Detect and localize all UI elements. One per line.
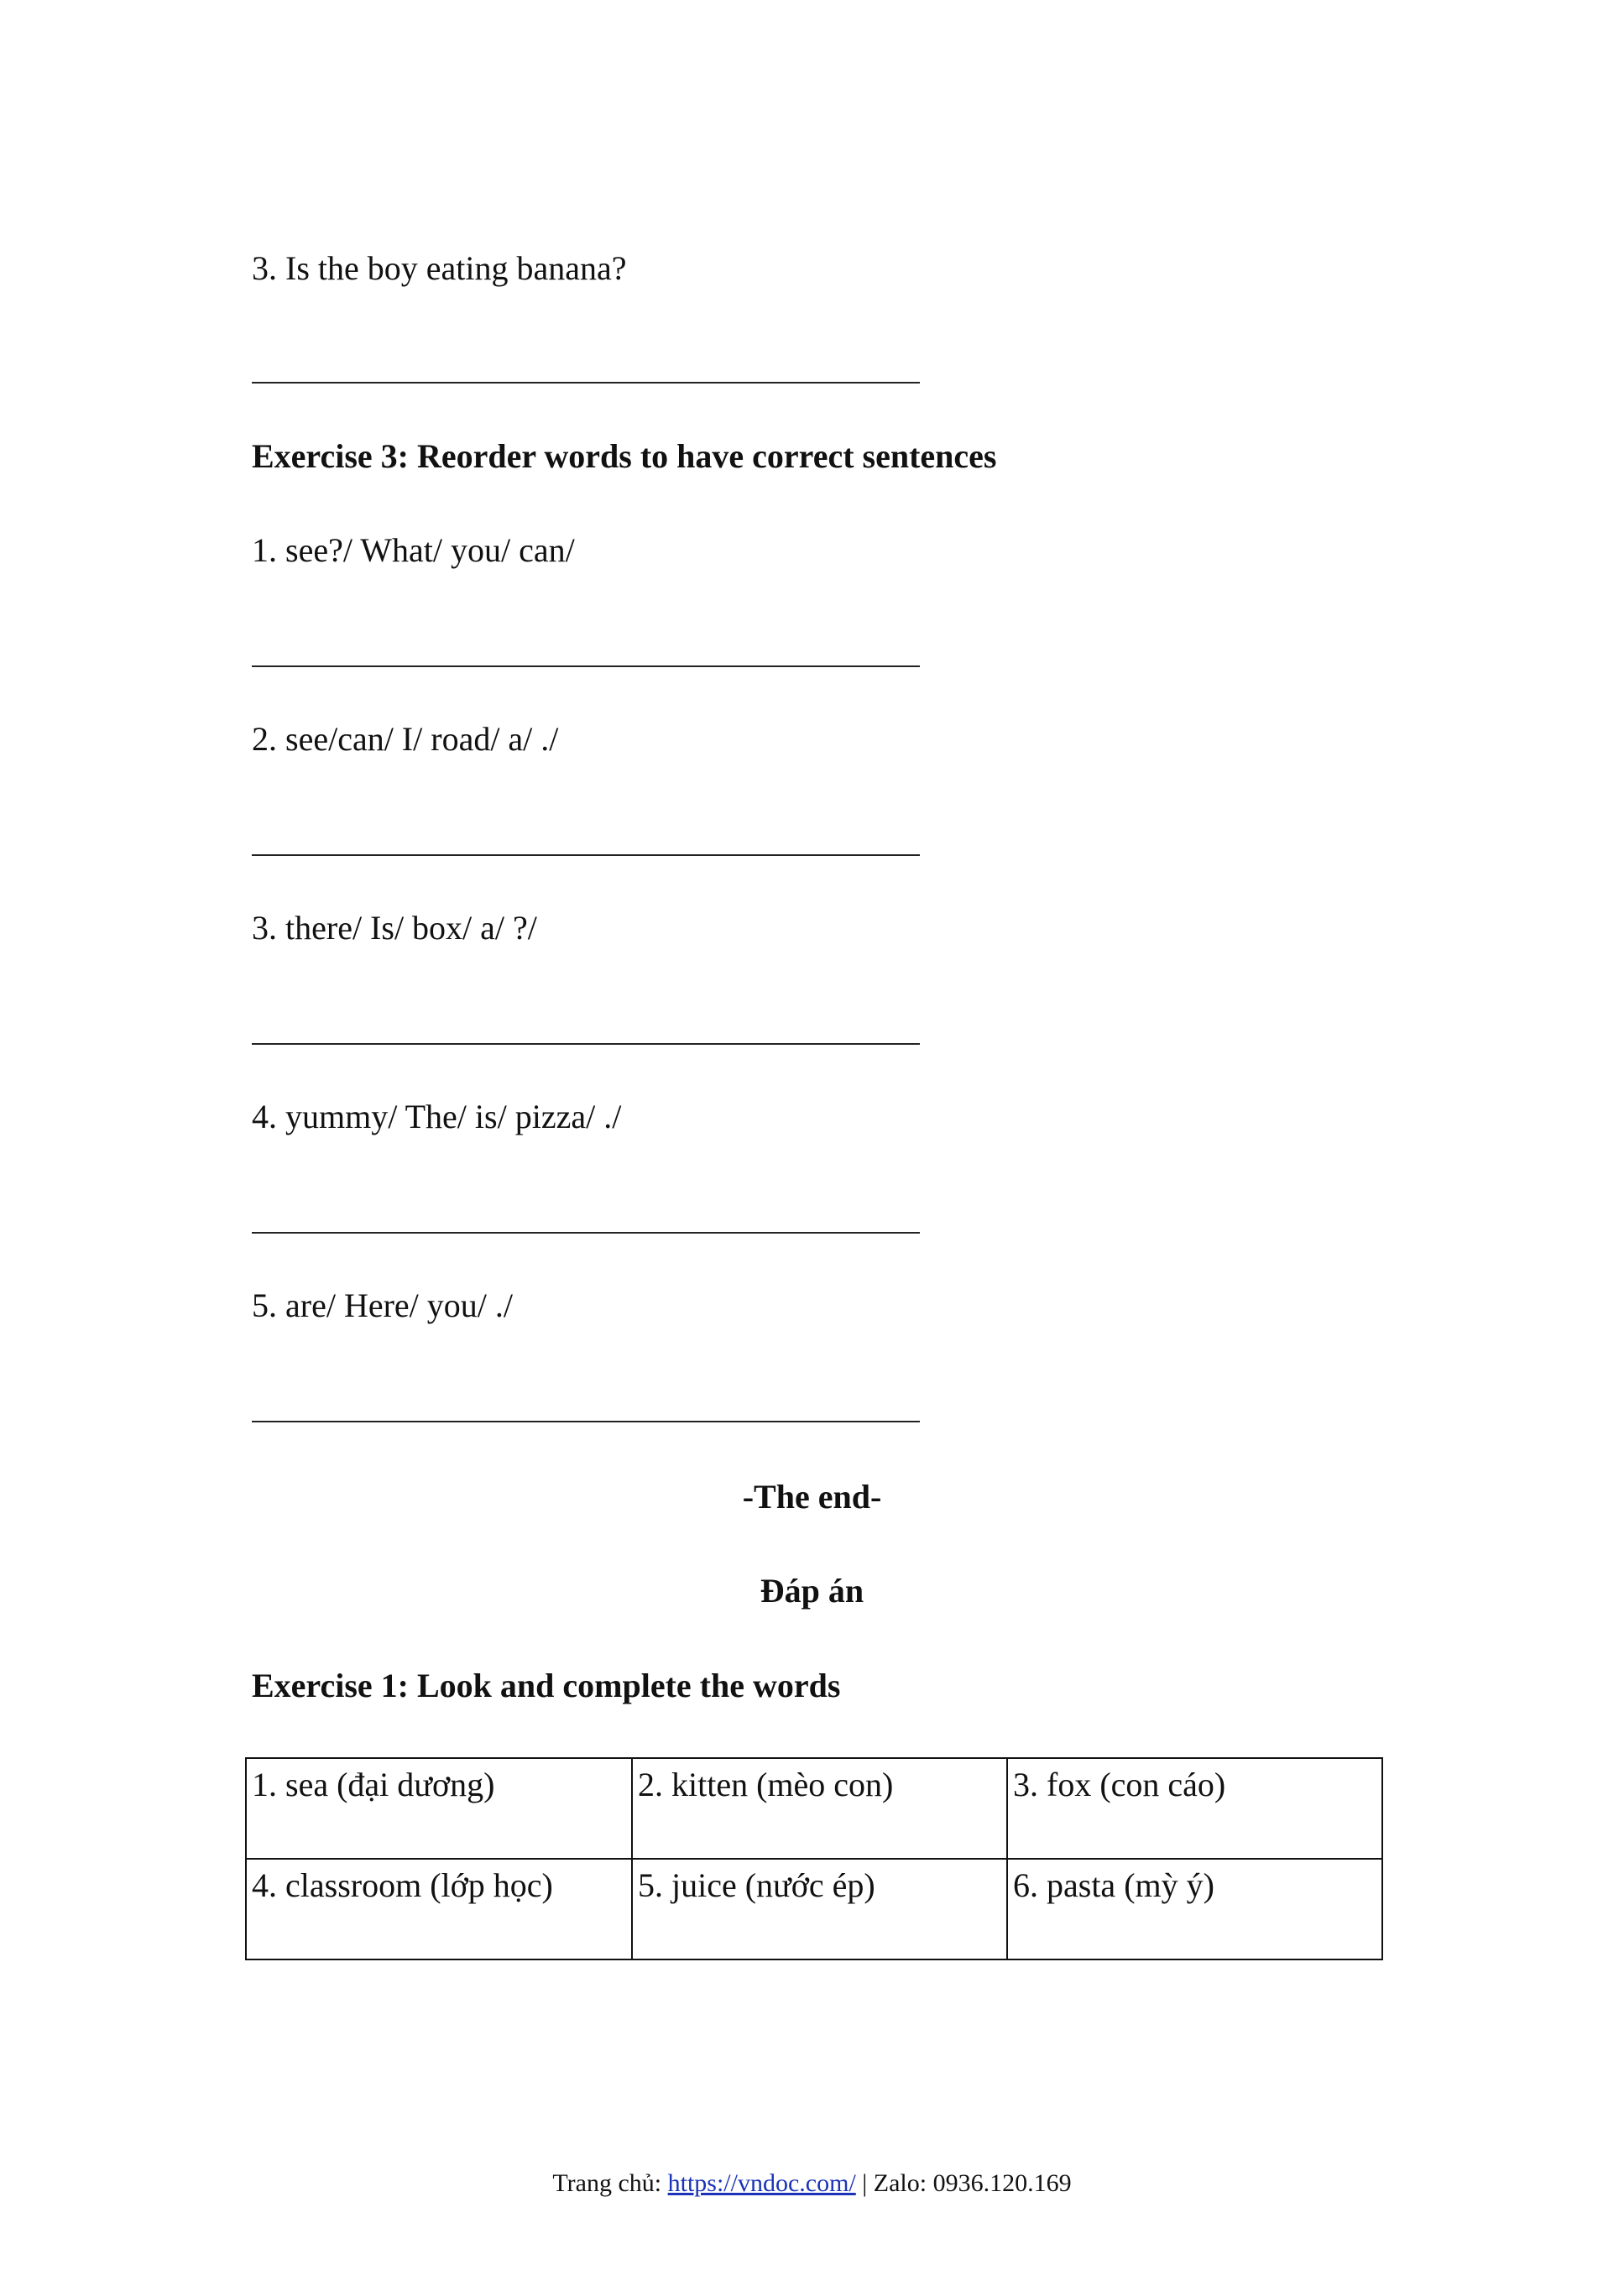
answer-line-ex3-4 — [252, 1232, 920, 1234]
table-row — [246, 1758, 1382, 1859]
exercise3-item-3: 3. there/ Is/ box/ a/ ?/ — [252, 909, 537, 947]
table-cell: 1. sea (đại dương) — [246, 1758, 632, 1859]
exercise2-question-3: 3. Is the boy eating banana? — [252, 249, 627, 287]
page-footer — [0, 2167, 1624, 2200]
table-cell: 2. kitten (mèo con) — [632, 1758, 1007, 1859]
table-cell: 4. classroom (lớp học) — [246, 1859, 632, 1959]
answer-key-title: Đáp án — [760, 1572, 864, 1610]
answers-table — [245, 1757, 1383, 1960]
answer-line-ex3-3 — [252, 1043, 920, 1045]
answer-line-ex3-1 — [252, 665, 920, 667]
footer-prefix: Trang chủ: — [552, 2169, 668, 2197]
answer-line-ex3-2 — [252, 854, 920, 856]
table-cell: 3. fox (con cáo) — [1007, 1758, 1382, 1859]
exercise3-item-2: 2. see/can/ I/ road/ a/ ./ — [252, 720, 559, 758]
exercise3-item-4: 4. yummy/ The/ is/ pizza/ ./ — [252, 1098, 622, 1135]
table-cell: 5. juice (nước ép) — [632, 1859, 1007, 1959]
exercise3-heading: Exercise 3: Reorder words to have correct sentences — [252, 437, 997, 475]
table-cell: 6. pasta (mỳ ý) — [1007, 1859, 1382, 1959]
answers-exercise1-heading: Exercise 1: Look and complete the words — [252, 1667, 841, 1704]
the-end-text: -The end- — [742, 1478, 882, 1516]
answer-line-ex2-q3 — [252, 382, 920, 384]
footer-suffix: | Zalo: 0936.120.169 — [855, 2169, 1072, 2197]
footer-homepage-link[interactable]: https://vndoc.com/ — [667, 2169, 856, 2197]
exercise3-item-1: 1. see?/ What/ you/ can/ — [252, 531, 575, 569]
exercise3-item-5: 5. are/ Here/ you/ ./ — [252, 1286, 513, 1324]
table-row — [246, 1859, 1382, 1959]
answer-line-ex3-5 — [252, 1421, 920, 1422]
